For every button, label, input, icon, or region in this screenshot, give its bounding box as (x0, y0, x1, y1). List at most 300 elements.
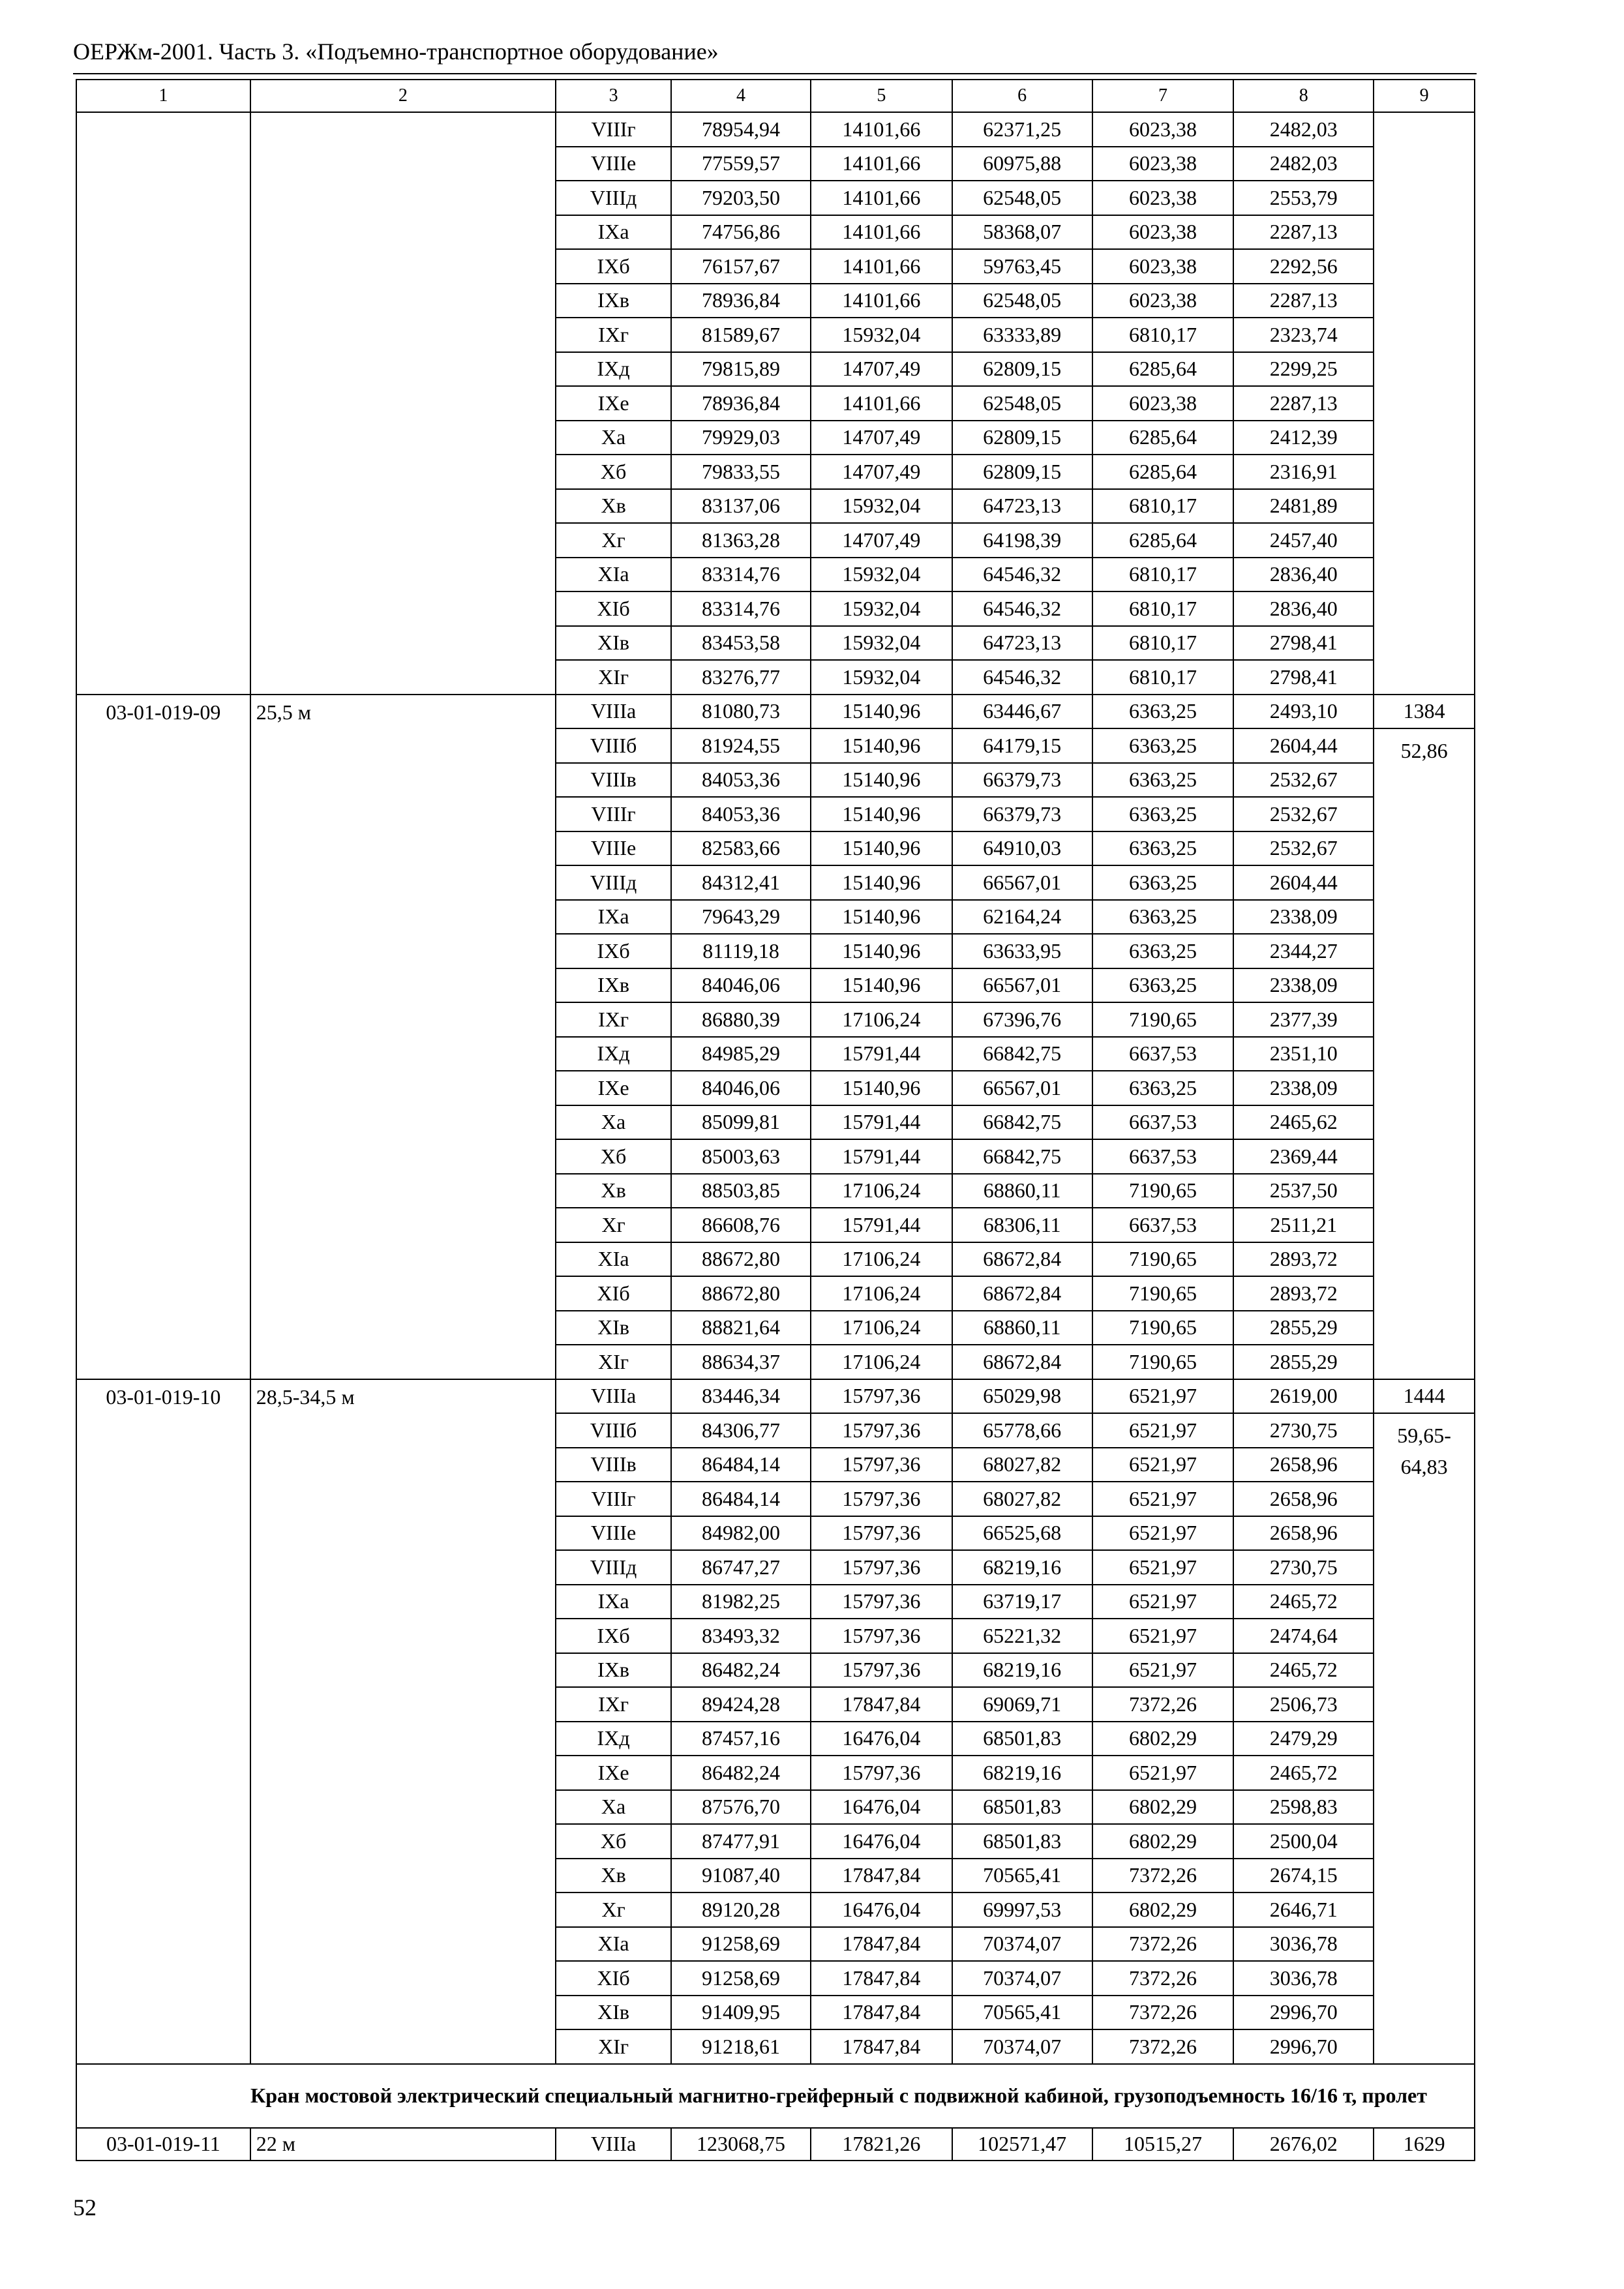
materials-cost-cell: 2619,00 (1233, 1379, 1374, 1414)
total-cost-cell: 91258,69 (671, 1927, 811, 1962)
materials-cost-cell: 2996,70 (1233, 2029, 1374, 2064)
total-cost-cell: 89120,28 (671, 1893, 811, 1927)
zone-cell: XIв (556, 1996, 671, 2030)
labor-cost-cell: 15140,96 (811, 968, 952, 1003)
zone-cell: XIб (556, 1961, 671, 1996)
materials-cost-cell: 2299,25 (1233, 352, 1374, 387)
driver-wage-cell: 6363,25 (1092, 797, 1234, 831)
machine-cost-cell: 65221,32 (952, 1619, 1092, 1653)
total-cost-cell: 85099,81 (671, 1105, 811, 1140)
materials-cost-cell: 2553,79 (1233, 181, 1374, 215)
crane-span: 22 м (250, 2128, 556, 2161)
driver-wage-cell: 6363,25 (1092, 763, 1234, 798)
machine-cost-cell: 65029,98 (952, 1379, 1092, 1414)
total-cost-cell: 85003,63 (671, 1139, 811, 1174)
materials-cost-cell: 2730,75 (1233, 1413, 1374, 1448)
total-cost-cell: 87457,16 (671, 1722, 811, 1756)
zone-cell: IXб (556, 1619, 671, 1653)
machine-cost-cell: 68672,84 (952, 1276, 1092, 1311)
total-cost-cell: 86747,27 (671, 1550, 811, 1585)
labor-cost-cell: 15932,04 (811, 558, 952, 592)
materials-cost-cell: 2598,83 (1233, 1790, 1374, 1825)
driver-wage-cell: 7372,26 (1092, 1859, 1234, 1893)
materials-cost-cell: 2338,09 (1233, 900, 1374, 935)
driver-wage-cell: 6521,97 (1092, 1550, 1234, 1585)
zone-cell: VIIIг (556, 112, 671, 147)
total-cost-cell: 87477,91 (671, 1824, 811, 1859)
labor-cost-cell: 15797,36 (811, 1653, 952, 1688)
materials-cost-cell: 2287,13 (1233, 215, 1374, 250)
total-cost-cell: 91409,95 (671, 1996, 811, 2030)
driver-wage-cell: 6810,17 (1092, 660, 1234, 695)
total-cost-cell: 83276,77 (671, 660, 811, 695)
labor-cost-cell: 15140,96 (811, 763, 952, 798)
materials-cost-cell: 2798,41 (1233, 626, 1374, 661)
driver-wage-cell: 6363,25 (1092, 695, 1234, 729)
materials-cost-cell: 2493,10 (1233, 695, 1374, 729)
total-cost-cell: 88503,85 (671, 1174, 811, 1208)
labor-cost-cell: 15797,36 (811, 1516, 952, 1551)
labor-cost-cell: 16476,04 (811, 1790, 952, 1825)
machine-cost-cell: 66379,73 (952, 797, 1092, 831)
machine-cost-cell: 68219,16 (952, 1653, 1092, 1688)
total-cost-cell: 83453,58 (671, 626, 811, 661)
header-rule (73, 73, 1477, 74)
materials-cost-cell: 3036,78 (1233, 1961, 1374, 1996)
zone-cell: XIa (556, 1927, 671, 1962)
norm-cell: 59,65-64,83 (1374, 1413, 1475, 2064)
total-cost-cell: 78936,84 (671, 284, 811, 318)
total-cost-cell: 91087,40 (671, 1859, 811, 1893)
machine-cost-cell: 66567,01 (952, 1071, 1092, 1105)
machine-cost-cell: 66842,75 (952, 1139, 1092, 1174)
table-row (76, 112, 1475, 147)
rate-code: 03-01-019-10 (76, 1379, 250, 2064)
driver-wage-cell: 6810,17 (1092, 558, 1234, 592)
driver-wage-cell: 6363,25 (1092, 865, 1234, 900)
total-cost-cell: 86482,24 (671, 1653, 811, 1688)
total-cost-cell: 91258,69 (671, 1961, 811, 1996)
machine-cost-cell: 64546,32 (952, 660, 1092, 695)
total-cost-cell: 84053,36 (671, 763, 811, 798)
machine-cost-cell: 68501,83 (952, 1824, 1092, 1859)
materials-cost-cell: 2996,70 (1233, 1996, 1374, 2030)
driver-wage-cell: 6521,97 (1092, 1482, 1234, 1516)
driver-wage-cell: 6802,29 (1092, 1824, 1234, 1859)
zone-cell: Xв (556, 1174, 671, 1208)
total-cost-cell: 76157,67 (671, 249, 811, 284)
labor-cost-cell: 16476,04 (811, 1893, 952, 1927)
machine-cost-cell: 63719,17 (952, 1585, 1092, 1619)
zone-cell: VIIIa (556, 695, 671, 729)
materials-cost-cell: 2482,03 (1233, 112, 1374, 147)
rate-code: 03-01-019-09 (76, 695, 250, 1379)
total-cost-cell: 88672,80 (671, 1276, 811, 1311)
machine-cost-cell: 68027,82 (952, 1482, 1092, 1516)
section-heading: Кран мостовой электрический специальный магнитно-грейферный с подвижной кабиной, грузоподъемность 16/16 т, пролет (76, 2064, 1475, 2128)
zone-cell: Xб (556, 455, 671, 489)
driver-wage-cell: 6023,38 (1092, 386, 1234, 421)
zone-cell: XIг (556, 2029, 671, 2064)
labor-cost-cell: 17106,24 (811, 1311, 952, 1345)
driver-wage-cell: 7190,65 (1092, 1276, 1234, 1311)
materials-cost-cell: 2292,56 (1233, 249, 1374, 284)
machine-cost-cell: 68306,11 (952, 1208, 1092, 1242)
total-cost-cell: 79643,29 (671, 900, 811, 935)
materials-cost-cell: 2338,09 (1233, 968, 1374, 1003)
total-cost-cell: 81363,28 (671, 523, 811, 558)
driver-wage-cell: 6521,97 (1092, 1448, 1234, 1482)
labor-cost-cell: 17847,84 (811, 1996, 952, 2030)
zone-cell: IXa (556, 1585, 671, 1619)
crane-span: 25,5 м (250, 695, 556, 1379)
zone-cell: VIIIе (556, 831, 671, 866)
materials-cost-cell: 2338,09 (1233, 1071, 1374, 1105)
zone-cell: VIIIa (556, 1379, 671, 1414)
driver-wage-cell: 6023,38 (1092, 249, 1234, 284)
machine-cost-cell: 68027,82 (952, 1448, 1092, 1482)
machine-cost-cell: 62548,05 (952, 284, 1092, 318)
materials-cost-cell: 2658,96 (1233, 1448, 1374, 1482)
materials-cost-cell: 2316,91 (1233, 455, 1374, 489)
materials-cost-cell: 2474,64 (1233, 1619, 1374, 1653)
materials-cost-cell: 2658,96 (1233, 1482, 1374, 1516)
materials-cost-cell: 2893,72 (1233, 1242, 1374, 1277)
driver-wage-cell: 6363,25 (1092, 1071, 1234, 1105)
machine-cost-cell: 63333,89 (952, 318, 1092, 352)
total-cost-cell: 74756,86 (671, 215, 811, 250)
materials-cost-cell: 2323,74 (1233, 318, 1374, 352)
machine-cost-cell: 66567,01 (952, 865, 1092, 900)
zone-cell: VIIIд (556, 181, 671, 215)
machine-cost-cell: 68219,16 (952, 1756, 1092, 1790)
total-cost-cell: 84982,00 (671, 1516, 811, 1551)
page-number: 52 (73, 2194, 97, 2221)
zone-cell: Xб (556, 1139, 671, 1174)
labor-cost-cell: 14707,49 (811, 523, 952, 558)
labor-cost-cell: 17106,24 (811, 1242, 952, 1277)
machine-cost-cell: 68219,16 (952, 1550, 1092, 1585)
zone-cell: IXе (556, 386, 671, 421)
materials-cost-cell: 2482,03 (1233, 147, 1374, 181)
machine-cost-cell: 62164,24 (952, 900, 1092, 935)
driver-wage-cell: 6637,53 (1092, 1139, 1234, 1174)
materials-cost-cell: 2481,89 (1233, 489, 1374, 524)
driver-wage-cell: 6802,29 (1092, 1790, 1234, 1825)
labor-cost-cell: 17847,84 (811, 1961, 952, 1996)
zone-cell: IXв (556, 1653, 671, 1688)
total-cost-cell: 81080,73 (671, 695, 811, 729)
driver-wage-cell: 6285,64 (1092, 352, 1234, 387)
driver-wage-cell: 6363,25 (1092, 934, 1234, 968)
driver-wage-cell: 10515,27 (1092, 2128, 1234, 2161)
labor-cost-cell: 17847,84 (811, 1687, 952, 1722)
machine-cost-cell: 70565,41 (952, 1859, 1092, 1893)
driver-wage-cell: 6521,97 (1092, 1653, 1234, 1688)
total-cost-cell: 83493,32 (671, 1619, 811, 1653)
code-cell-empty (76, 112, 250, 695)
materials-cost-cell: 2855,29 (1233, 1345, 1374, 1379)
labor-cost-cell: 17821,26 (811, 2128, 952, 2161)
driver-wage-cell: 6810,17 (1092, 318, 1234, 352)
total-cost-cell: 83446,34 (671, 1379, 811, 1414)
mass-cell: 1444 (1374, 1379, 1475, 1414)
driver-wage-cell: 6285,64 (1092, 523, 1234, 558)
machine-cost-cell: 62809,15 (952, 455, 1092, 489)
driver-wage-cell: 6521,97 (1092, 1585, 1234, 1619)
table-row (76, 695, 1475, 729)
driver-wage-cell: 6810,17 (1092, 591, 1234, 626)
materials-cost-cell: 2532,67 (1233, 797, 1374, 831)
machine-cost-cell: 66525,68 (952, 1516, 1092, 1551)
column-number-row (76, 80, 1475, 112)
machine-cost-cell: 70374,07 (952, 2029, 1092, 2064)
materials-cost-cell: 2537,50 (1233, 1174, 1374, 1208)
zone-cell: VIIIг (556, 797, 671, 831)
labor-cost-cell: 15797,36 (811, 1550, 952, 1585)
zone-cell: Xг (556, 523, 671, 558)
driver-wage-cell: 6802,29 (1092, 1893, 1234, 1927)
total-cost-cell: 123068,75 (671, 2128, 811, 2161)
total-cost-cell: 86484,14 (671, 1482, 811, 1516)
zone-cell: Xг (556, 1208, 671, 1242)
materials-cost-cell: 2465,62 (1233, 1105, 1374, 1140)
total-cost-cell: 84046,06 (671, 1071, 811, 1105)
labor-cost-cell: 17847,84 (811, 2029, 952, 2064)
labor-cost-cell: 15140,96 (811, 865, 952, 900)
zone-cell: Xa (556, 421, 671, 455)
zone-cell: IXa (556, 215, 671, 250)
machine-cost-cell: 65778,66 (952, 1413, 1092, 1448)
labor-cost-cell: 15140,96 (811, 934, 952, 968)
materials-cost-cell: 2532,67 (1233, 831, 1374, 866)
materials-cost-cell: 2479,29 (1233, 1722, 1374, 1756)
machine-cost-cell: 102571,47 (952, 2128, 1092, 2161)
total-cost-cell: 77559,57 (671, 147, 811, 181)
table-row (76, 1379, 1475, 1414)
total-cost-cell: 86482,24 (671, 1756, 811, 1790)
zone-cell: VIIIб (556, 728, 671, 763)
machine-cost-cell: 63633,95 (952, 934, 1092, 968)
zone-cell: IXе (556, 1071, 671, 1105)
materials-cost-cell: 2646,71 (1233, 1893, 1374, 1927)
total-cost-cell: 87576,70 (671, 1790, 811, 1825)
mass-cell: 1629 (1374, 2128, 1475, 2161)
machine-cost-cell: 64546,32 (952, 558, 1092, 592)
zone-cell: IXд (556, 1037, 671, 1071)
labor-cost-cell: 14707,49 (811, 352, 952, 387)
zone-cell: Xa (556, 1105, 671, 1140)
column-number: 8 (1233, 80, 1374, 112)
driver-wage-cell: 6810,17 (1092, 626, 1234, 661)
machine-cost-cell: 68860,11 (952, 1174, 1092, 1208)
labor-cost-cell: 17106,24 (811, 1002, 952, 1037)
materials-cost-cell: 2532,67 (1233, 763, 1374, 798)
total-cost-cell: 86484,14 (671, 1448, 811, 1482)
labor-cost-cell: 17106,24 (811, 1276, 952, 1311)
labor-cost-cell: 15797,36 (811, 1379, 952, 1414)
extra-cell-empty (1374, 112, 1475, 695)
column-number: 6 (952, 80, 1092, 112)
total-cost-cell: 81982,25 (671, 1585, 811, 1619)
driver-wage-cell: 6023,38 (1092, 284, 1234, 318)
driver-wage-cell: 6637,53 (1092, 1208, 1234, 1242)
total-cost-cell: 79833,55 (671, 455, 811, 489)
column-number: 5 (811, 80, 952, 112)
materials-cost-cell: 2465,72 (1233, 1653, 1374, 1688)
total-cost-cell: 79203,50 (671, 181, 811, 215)
materials-cost-cell: 2377,39 (1233, 1002, 1374, 1037)
driver-wage-cell: 6023,38 (1092, 147, 1234, 181)
zone-cell: VIIIд (556, 865, 671, 900)
materials-cost-cell: 2351,10 (1233, 1037, 1374, 1071)
labor-cost-cell: 14101,66 (811, 215, 952, 250)
labor-cost-cell: 15797,36 (811, 1619, 952, 1653)
labor-cost-cell: 17847,84 (811, 1927, 952, 1962)
zone-cell: IXе (556, 1756, 671, 1790)
column-number: 4 (671, 80, 811, 112)
zone-cell: Xг (556, 1893, 671, 1927)
zone-cell: IXд (556, 352, 671, 387)
price-table (76, 79, 1475, 2161)
machine-cost-cell: 64179,15 (952, 728, 1092, 763)
machine-cost-cell: 63446,67 (952, 695, 1092, 729)
labor-cost-cell: 15932,04 (811, 318, 952, 352)
machine-cost-cell: 64910,03 (952, 831, 1092, 866)
machine-cost-cell: 60975,88 (952, 147, 1092, 181)
total-cost-cell: 88634,37 (671, 1345, 811, 1379)
labor-cost-cell: 15797,36 (811, 1585, 952, 1619)
labor-cost-cell: 15140,96 (811, 728, 952, 763)
column-number: 7 (1092, 80, 1234, 112)
materials-cost-cell: 2511,21 (1233, 1208, 1374, 1242)
driver-wage-cell: 6023,38 (1092, 181, 1234, 215)
materials-cost-cell: 2893,72 (1233, 1276, 1374, 1311)
driver-wage-cell: 7190,65 (1092, 1174, 1234, 1208)
materials-cost-cell: 2798,41 (1233, 660, 1374, 695)
materials-cost-cell: 3036,78 (1233, 1927, 1374, 1962)
machine-cost-cell: 64198,39 (952, 523, 1092, 558)
machine-cost-cell: 69069,71 (952, 1687, 1092, 1722)
materials-cost-cell: 2658,96 (1233, 1516, 1374, 1551)
total-cost-cell: 84053,36 (671, 797, 811, 831)
driver-wage-cell: 6802,29 (1092, 1722, 1234, 1756)
zone-cell: VIIIг (556, 1482, 671, 1516)
labor-cost-cell: 15140,96 (811, 797, 952, 831)
materials-cost-cell: 2730,75 (1233, 1550, 1374, 1585)
total-cost-cell: 82583,66 (671, 831, 811, 866)
total-cost-cell: 84312,41 (671, 865, 811, 900)
machine-cost-cell: 66842,75 (952, 1037, 1092, 1071)
machine-cost-cell: 69997,53 (952, 1893, 1092, 1927)
driver-wage-cell: 6521,97 (1092, 1756, 1234, 1790)
section-heading-row (76, 2064, 1475, 2128)
driver-wage-cell: 7372,26 (1092, 1961, 1234, 1996)
machine-cost-cell: 62371,25 (952, 112, 1092, 147)
zone-cell: Xв (556, 1859, 671, 1893)
machine-cost-cell: 68860,11 (952, 1311, 1092, 1345)
machine-cost-cell: 62548,05 (952, 386, 1092, 421)
total-cost-cell: 79929,03 (671, 421, 811, 455)
machine-cost-cell: 66567,01 (952, 968, 1092, 1003)
materials-cost-cell: 2465,72 (1233, 1585, 1374, 1619)
materials-cost-cell: 2344,27 (1233, 934, 1374, 968)
labor-cost-cell: 14101,66 (811, 249, 952, 284)
driver-wage-cell: 6363,25 (1092, 728, 1234, 763)
materials-cost-cell: 2836,40 (1233, 591, 1374, 626)
driver-wage-cell: 6637,53 (1092, 1105, 1234, 1140)
total-cost-cell: 78954,94 (671, 112, 811, 147)
driver-wage-cell: 6285,64 (1092, 455, 1234, 489)
machine-cost-cell: 70374,07 (952, 1961, 1092, 1996)
labor-cost-cell: 15797,36 (811, 1482, 952, 1516)
labor-cost-cell: 16476,04 (811, 1722, 952, 1756)
machine-cost-cell: 59763,45 (952, 249, 1092, 284)
zone-cell: XIв (556, 1311, 671, 1345)
driver-wage-cell: 7190,65 (1092, 1311, 1234, 1345)
labor-cost-cell: 16476,04 (811, 1824, 952, 1859)
total-cost-cell: 83314,76 (671, 558, 811, 592)
total-cost-cell: 91218,61 (671, 2029, 811, 2064)
machine-cost-cell: 67396,76 (952, 1002, 1092, 1037)
total-cost-cell: 78936,84 (671, 386, 811, 421)
labor-cost-cell: 14101,66 (811, 284, 952, 318)
zone-cell: XIг (556, 1345, 671, 1379)
labor-cost-cell: 14707,49 (811, 455, 952, 489)
span-cell-empty (250, 112, 556, 695)
zone-cell: VIIIе (556, 1516, 671, 1551)
materials-cost-cell: 2604,44 (1233, 728, 1374, 763)
driver-wage-cell: 6521,97 (1092, 1413, 1234, 1448)
machine-cost-cell: 62548,05 (952, 181, 1092, 215)
total-cost-cell: 83314,76 (671, 591, 811, 626)
materials-cost-cell: 2369,44 (1233, 1139, 1374, 1174)
labor-cost-cell: 15140,96 (811, 831, 952, 866)
labor-cost-cell: 15932,04 (811, 591, 952, 626)
labor-cost-cell: 14101,66 (811, 147, 952, 181)
driver-wage-cell: 6363,25 (1092, 900, 1234, 935)
materials-cost-cell: 2287,13 (1233, 284, 1374, 318)
zone-cell: XIб (556, 1276, 671, 1311)
labor-cost-cell: 15791,44 (811, 1037, 952, 1071)
zone-cell: XIв (556, 626, 671, 661)
total-cost-cell: 88672,80 (671, 1242, 811, 1277)
labor-cost-cell: 14101,66 (811, 112, 952, 147)
zone-cell: IXб (556, 934, 671, 968)
materials-cost-cell: 2457,40 (1233, 523, 1374, 558)
labor-cost-cell: 15140,96 (811, 900, 952, 935)
zone-cell: XIб (556, 591, 671, 626)
zone-cell: IXб (556, 249, 671, 284)
zone-cell: XIг (556, 660, 671, 695)
zone-cell: IXг (556, 1002, 671, 1037)
total-cost-cell: 79815,89 (671, 352, 811, 387)
labor-cost-cell: 15932,04 (811, 660, 952, 695)
column-number: 2 (250, 80, 556, 112)
labor-cost-cell: 15140,96 (811, 695, 952, 729)
zone-cell: XIa (556, 1242, 671, 1277)
total-cost-cell: 86608,76 (671, 1208, 811, 1242)
machine-cost-cell: 62809,15 (952, 352, 1092, 387)
driver-wage-cell: 6521,97 (1092, 1516, 1234, 1551)
driver-wage-cell: 7190,65 (1092, 1345, 1234, 1379)
labor-cost-cell: 17106,24 (811, 1345, 952, 1379)
page-header: ОЕРЖм-2001. Часть 3. «Подъемно-транспортное оборудование» (73, 38, 719, 65)
total-cost-cell: 84306,77 (671, 1413, 811, 1448)
driver-wage-cell: 6023,38 (1092, 112, 1234, 147)
materials-cost-cell: 2506,73 (1233, 1687, 1374, 1722)
driver-wage-cell: 6363,25 (1092, 831, 1234, 866)
